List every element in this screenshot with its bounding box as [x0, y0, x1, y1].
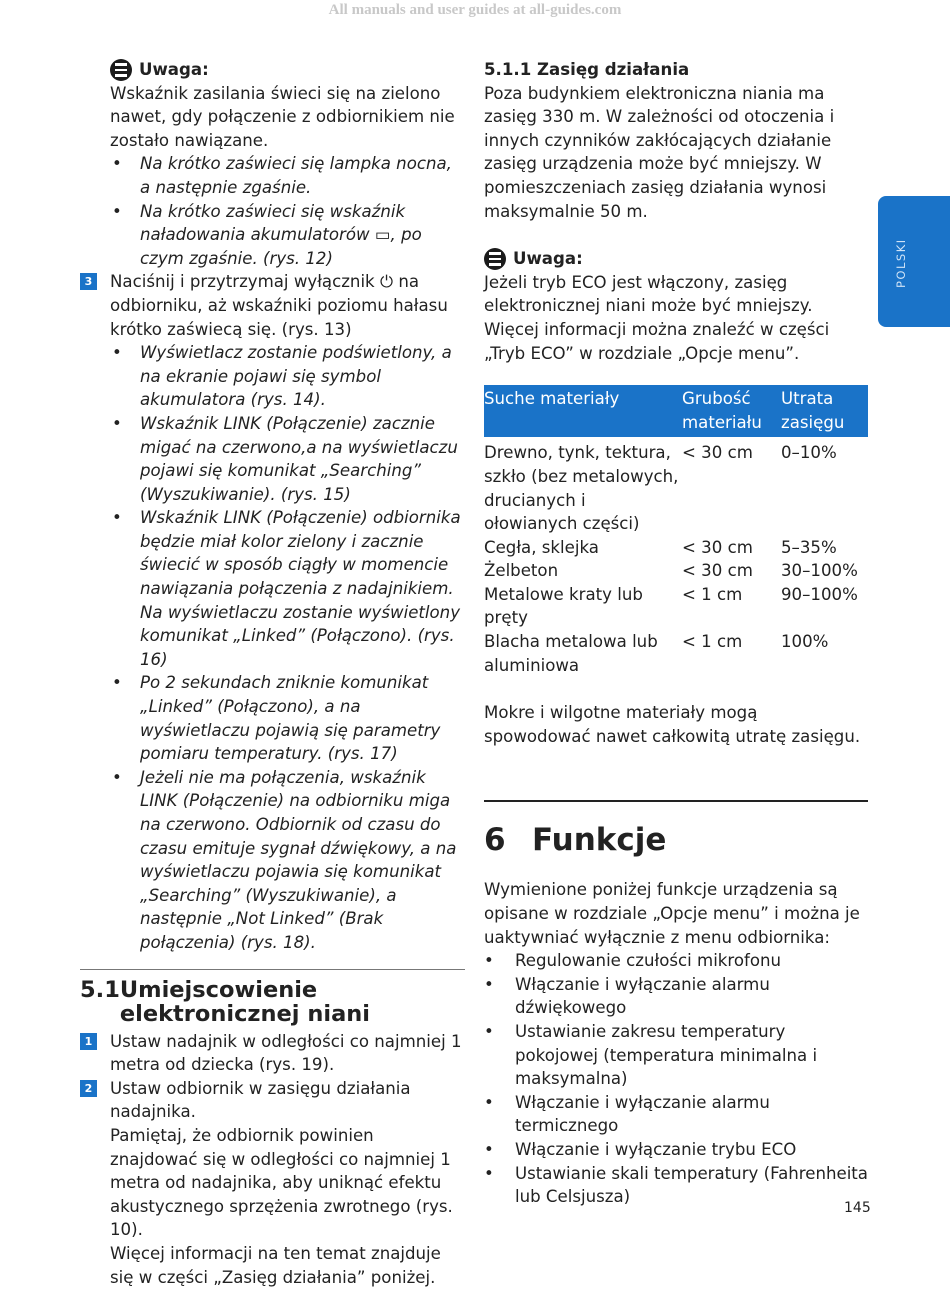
step-number: 3 — [80, 273, 97, 290]
right-column — [484, 58, 868, 1209]
step-2 — [80, 1077, 465, 1289]
list-item: • Wskaźnik LINK (Połączenie) odbiornika będzie miał kolor zielony i zacznie świecić w sposób ciągły w momencie nawiązania połączenia z nadajnikiem. Na wyświetlaczu zostanie wyświetlony komunikat „Linked” (Połączono). (rys. 16) — [110, 506, 465, 671]
note-label: Uwaga: — [513, 249, 583, 269]
note-icon — [484, 248, 506, 270]
table-row — [484, 583, 868, 630]
section-number: 5.1 — [80, 976, 120, 1003]
materials-table — [484, 385, 868, 677]
table-cell: < 30 cm — [682, 443, 753, 463]
table-cell: 0–10% — [781, 443, 837, 463]
step-detail: Pamiętaj, że odbiornik powinien znajdować się w odległości co najmniej 1 metra od nadajnika, aby uniknąć efektu akustycznego sprzężenia zwrotnego (rys. 10). — [110, 1125, 453, 1240]
note-text: Jeżeli tryb ECO jest włączony, zasięg elektronicznej niani może być mniejszy. Więcej informacji można znaleźć w części „Tryb ECO” w rozdziale „Opcje menu”. — [484, 272, 830, 363]
language-label: POLSKI — [894, 238, 908, 288]
table-row — [484, 559, 868, 583]
table-cell: Metalowe kraty lub pręty — [484, 584, 643, 628]
step-text: Naciśnij i przytrzymaj wyłącznik ⏻ na odbiorniku, aż wskaźniki poziomu hałasu krótko zaświecą się. (rys. 13) — [110, 272, 448, 339]
table-header-row — [484, 385, 868, 437]
language-tab — [878, 196, 950, 327]
note-icon — [110, 59, 132, 81]
table-cell: < 1 cm — [682, 632, 743, 652]
list-item: • Na krótko zaświeci się lampka nocna, a następnie zgaśnie. — [110, 152, 465, 199]
list-item: • Włączanie i wyłączanie alarmu termicznego — [484, 1091, 868, 1138]
note-bullets — [110, 152, 465, 270]
step-text: Ustaw odbiornik w zasięgu działania nadajnika. — [110, 1078, 411, 1122]
chapter-number: 6 — [484, 822, 506, 859]
step3-bullets — [110, 341, 465, 954]
step-1 — [80, 1030, 465, 1077]
table-cell: < 30 cm — [682, 561, 753, 581]
list-item: • Regulowanie czułości mikrofonu — [484, 949, 868, 973]
list-item: • Ustawianie skali temperatury (Fahrenheita lub Celsjusza) — [484, 1162, 868, 1209]
column-header: Utrata zasięgu — [781, 385, 868, 437]
table-cell: < 1 cm — [682, 584, 743, 604]
table-row — [484, 437, 868, 535]
note-text: Wskaźnik zasilania świeci się na zielono nawet, gdy połączenie z odbiornikiem nie zostało nawiązane. — [110, 83, 455, 150]
table-cell: 5–35% — [781, 537, 837, 557]
table-cell: 100% — [781, 632, 829, 652]
list-item: • Włączanie i wyłączanie trybu ECO — [484, 1138, 868, 1162]
chapter-divider — [484, 800, 868, 802]
note-heading — [110, 58, 465, 82]
section-title: Umiejscowienie elektronicznej niani — [119, 976, 370, 1027]
step-number: 1 — [80, 1033, 97, 1050]
step-3 — [80, 270, 465, 341]
note-label: Uwaga: — [139, 60, 209, 79]
column-header: Grubość materiału — [682, 385, 781, 437]
section-heading — [80, 978, 465, 1026]
note-heading — [484, 247, 868, 271]
table-cell: Cegła, sklejka — [484, 537, 599, 557]
table-cell: < 30 cm — [682, 537, 753, 557]
table-cell: 30–100% — [781, 561, 858, 581]
table-row — [484, 536, 868, 560]
list-item: • Na krótko zaświeci się wskaźnik naładowania akumulatorów ▭, po czym zgaśnie. (rys. 12) — [110, 200, 465, 271]
list-item: • Ustawianie zakresu temperatury pokojowej (temperatura minimalna i maksymalna) — [484, 1020, 868, 1091]
functions-list — [484, 949, 868, 1209]
table-cell: 90–100% — [781, 584, 858, 604]
list-item: • Wskaźnik LINK (Połączenie) zacznie migać na czerwono,a na wyświetlaczu pojawi się komunikat „Searching” (Wyszukiwanie). (rys. 15) — [110, 412, 465, 506]
list-item: • Włączanie i wyłączanie alarmu dźwiękowego — [484, 973, 868, 1020]
table-cell: Żelbeton — [484, 561, 559, 581]
functions-intro: Wymienione poniżej funkcje urządzenia są opisane w rozdziale „Opcje menu” i można je uaktywniać wyłącznie z menu odbiornika: — [484, 880, 860, 947]
column-header: Suche materiały — [484, 385, 682, 437]
list-item: • Po 2 sekundach zniknie komunikat „Linked” (Połączono), a na wyświetlaczu pojawią się parametry pomiaru temperatury. (rys. 17) — [110, 671, 465, 765]
subsection-title: 5.1.1 Zasięg działania — [484, 60, 690, 79]
step-more-info: Więcej informacji na ten temat znajduje się w części „Zasięg działania” poniżej. — [110, 1243, 441, 1287]
left-column — [80, 58, 465, 1289]
list-item: • Wyświetlacz zostanie podświetlony, a na ekranie pojawi się symbol akumulatora (rys. 14). — [110, 341, 465, 412]
chapter-heading — [484, 820, 868, 860]
wet-materials-text: Mokre i wilgotne materiały mogą spowodować nawet całkowitą utratę zasięgu. — [484, 703, 861, 746]
table-cell: Drewno, tynk, tektura, szkło (bez metalowych, drucianych i ołowianych części) — [484, 443, 679, 534]
table-row — [484, 630, 868, 677]
watermark: All manuals and user guides at all-guides.com — [328, 2, 622, 18]
chapter-title: Funkcje — [532, 822, 667, 859]
step-number: 2 — [80, 1080, 97, 1097]
step-text: Ustaw nadajnik w odległości co najmniej 1 metra od dziecka (rys. 19). — [110, 1031, 462, 1075]
table-cell: Blacha metalowa lub aluminiowa — [484, 632, 658, 675]
range-text: Poza budynkiem elektroniczna niania ma zasięg 330 m. W zależności od otoczenia i innych czynników zakłócających działanie zasięg urządzenia może być mniejszy. W pomieszczeniach zasięg działania wynosi maksymalnie 50 m. — [484, 83, 835, 221]
list-item: • Jeżeli nie ma połączenia, wskaźnik LINK (Połączenie) na odbiorniku miga na czerwono. Odbiornik od czasu do czasu emituje sygnał dźwiękowy, a na wyświetlaczu pojawia się komunikat „Searching” (Wyszukiwanie), a następnie „Not Linked” (Brak połączenia) (rys. 18). — [110, 766, 465, 955]
page-number: 145 — [844, 1200, 871, 1216]
section-divider — [80, 969, 465, 970]
